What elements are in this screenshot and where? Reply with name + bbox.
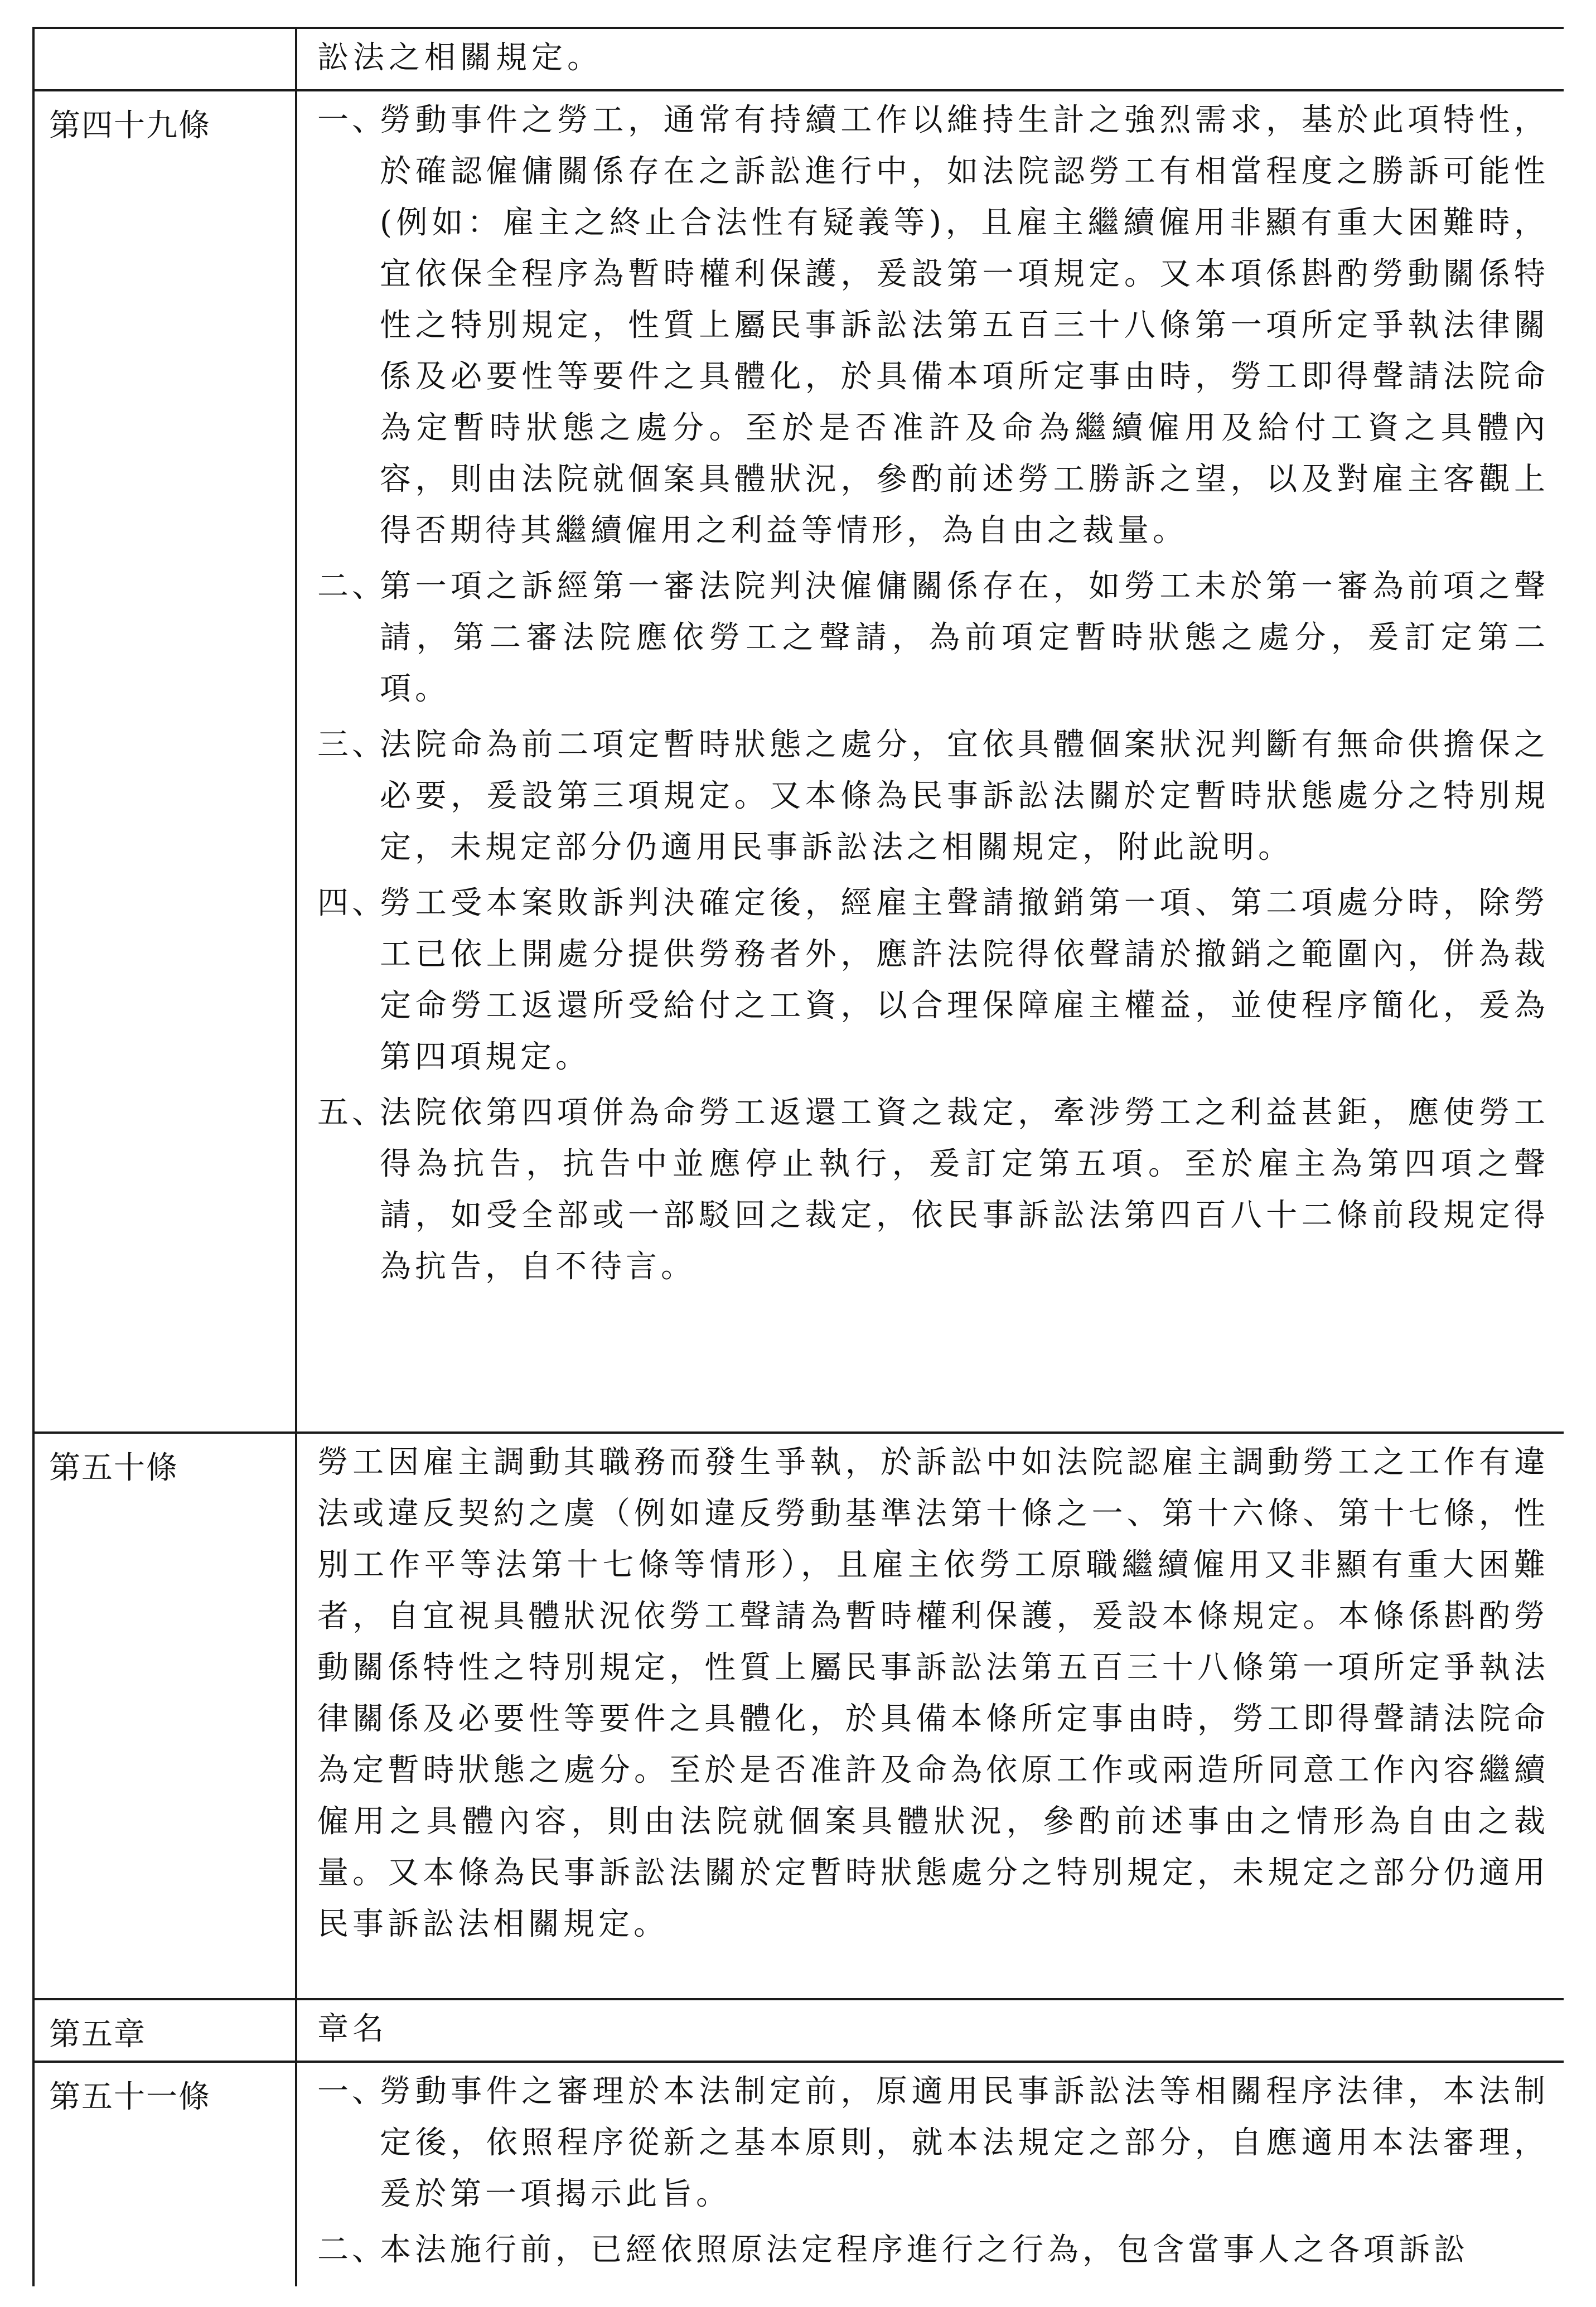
content-cell [296,1433,1564,1999]
table-row-article-51 [33,2062,1564,2286]
article-cell: 第五十一條 [33,2062,296,2286]
document-page [32,27,1564,2286]
item-marker: 二、 [317,568,386,604]
table-row-continuation [33,28,1564,90]
content-cell [296,90,1564,1433]
explanation-item [317,1087,1549,1293]
item-marker: 二、 [317,2232,386,2268]
article-cell [33,28,296,90]
continuation-text: 訟法之相關規定。 [317,40,603,76]
explanation-item [317,719,1549,873]
item-text: 勞工受本案敗訴判決確定後，經雇主聲請撤銷第一項、第二項處分時，除勞工已依上開處分提供勞務者外，應許法院得依聲請於撤銷之範圍內，併為裁定命勞工返還所受給付之工資，以合理保障雇主權益，並使程序簡化，爰為第四項規定。 [380,885,1549,1075]
item-marker: 三、 [317,727,386,763]
table-row-chapter-5 [33,1999,1564,2062]
item-text: 法院命為前二項定暫時狀態之處分，宜依具體個案狀況判斷有無命供擔保之必要，爰設第三項規定。又本條為民事訴訟法關於定暫時狀態處分之特別規定，未規定部分仍適用民事訴訟法之相關規定，附此說明。 [380,727,1549,865]
item-marker: 四、 [317,885,386,921]
paragraph-text: 勞工因雇主調動其職務而發生爭執，於訴訟中如法院認雇主調動勞工之工作有違法或違反契約之虞（例如違反勞動基準法第十條之一、第十六條、第十七條，性別工作平等法第十七條等情形），且雇主依勞工原職繼續僱用又非顯有重大困難者，自宜視具體狀況依勞工聲請為暫時權利保護，爰設本條規定。本條係斟酌勞動關係特性之特別規定，性質上屬民事訴訟法第五百三十八條第一項所定爭執法律關係及必要性等要件之具體化，於具備本條所定事由時，勞工即得聲請法院命為定暫時狀態之處分。至於是否准許及命為依原工作或兩造所同意工作內容繼續僱用之具體內容，則由法院就個案具體狀況，參酌前述事由之情形為自由之裁量。又本條為民事訴訟法關於定暫時狀態處分之特別規定，未規定之部分仍適用民事訴訟法相關規定。 [317,1444,1549,1942]
explanation-item [317,2066,1549,2220]
article-cell: 第四十九條 [33,90,296,1433]
content-cell [296,2062,1564,2286]
item-marker: 一、 [317,102,386,138]
explanation-item [317,95,1549,557]
article-cell: 第五章 [33,1999,296,2062]
table-row-article-50 [33,1433,1564,1999]
article-cell: 第五十條 [33,1433,296,1999]
explanation-item [317,561,1549,715]
item-text: 勞動事件之勞工，通常有持續工作以維持生計之強烈需求，基於此項特性，於確認僱傭關係存在之訴訟進行中，如法院認勞工有相當程度之勝訴可能性(例如：雇主之終止合法性有疑義等)，且雇主繼續僱用非顯有重大困難時，宜依保全程序為暫時權利保護，爰設第一項規定。又本項係斟酌勞動關係特性之特別規定，性質上屬民事訴訟法第五百三十八條第一項所定爭執法律關係及必要性等要件之具體化，於具備本項所定事由時，勞工即得聲請法院命為定暫時狀態之處分。至於是否准許及命為繼續僱用及給付工資之具體內容，則由法院就個案具體狀況，參酌前述勞工勝訴之望，以及對雇主客觀上得否期待其繼續僱用之利益等情形，為自由之裁量。 [380,102,1549,549]
item-text: 第一項之訴經第一審法院判決僱傭關係存在，如勞工未於第一審為前項之聲請，第二審法院應依勞工之聲請，為前項定暫時狀態之處分，爰訂定第二項。 [380,568,1549,707]
table-row-article-49 [33,90,1564,1433]
chapter-name-text: 章名 [317,2011,388,2047]
item-marker: 一、 [317,2073,386,2110]
item-text: 本法施行前，已經依照原法定程序進行之行為，包含當事人之各項訴訟 [380,2232,1469,2268]
explanation-item [317,878,1549,1083]
content-cell [296,1999,1564,2062]
explanation-item [317,2224,1549,2276]
item-text: 法院依第四項併為命勞工返還工資之裁定，牽涉勞工之利益甚鉅，應使勞工得為抗告，抗告中並應停止執行，爰訂定第五項。至於雇主為第四項之聲請，如受全部或一部駁回之裁定，依民事訴訟法第四百八十二條前段規定得為抗告，自不待言。 [380,1095,1549,1285]
content-cell [296,28,1564,90]
item-marker: 五、 [317,1095,386,1131]
explanation-table [32,27,1564,2286]
item-text: 勞動事件之審理於本法制定前，原適用民事訴訟法等相關程序法律，本法制定後，依照程序從新之基本原則，就本法規定之部分，自應適用本法審理，爰於第一項揭示此旨。 [380,2073,1549,2212]
